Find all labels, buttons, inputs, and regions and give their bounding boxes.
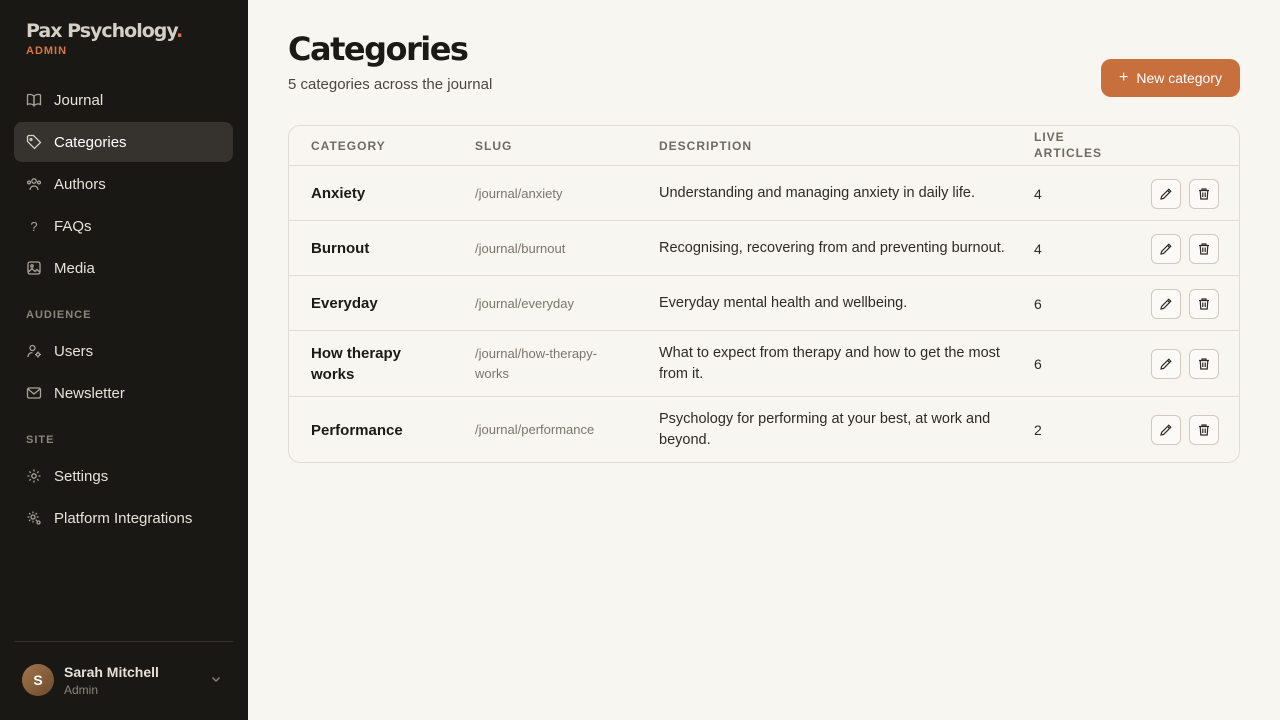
table-header bbox=[289, 126, 1239, 166]
sidebar-item-label: Users bbox=[54, 342, 94, 360]
edit-button[interactable] bbox=[1151, 349, 1181, 379]
sidebar-item-settings[interactable] bbox=[14, 456, 233, 496]
sidebar-item-label: Journal bbox=[54, 91, 104, 109]
sidebar-item-journal[interactable] bbox=[14, 80, 233, 120]
new-category-button[interactable] bbox=[1101, 59, 1240, 97]
category-name: Performance bbox=[311, 421, 403, 439]
page-title: Categories bbox=[288, 30, 468, 68]
sidebar-item-label: FAQs bbox=[54, 217, 92, 235]
category-slug: /journal/performance bbox=[475, 422, 595, 437]
gear-integrations-icon bbox=[26, 510, 42, 526]
pencil-icon bbox=[1159, 357, 1173, 371]
sidebar-item-label: Newsletter bbox=[54, 384, 125, 402]
row-actions bbox=[1151, 221, 1227, 276]
gear-icon bbox=[26, 468, 42, 484]
user-icon bbox=[26, 343, 42, 359]
sidebar-item-authors[interactable] bbox=[14, 164, 233, 204]
pencil-icon bbox=[1159, 242, 1173, 256]
people-icon bbox=[26, 176, 42, 192]
brand-dot: . bbox=[176, 20, 183, 42]
book-icon bbox=[26, 92, 42, 108]
brand-subtitle: ADMIN bbox=[26, 45, 68, 57]
sidebar-item-platform-integrations[interactable] bbox=[14, 498, 233, 538]
sidebar-item-label: Settings bbox=[54, 467, 109, 485]
category-description: What to expect from therapy and how to get the most from it. bbox=[659, 345, 1000, 382]
category-slug: /journal/how-therapy-works bbox=[475, 346, 598, 381]
trash-icon bbox=[1197, 187, 1211, 201]
table-row bbox=[289, 276, 1239, 331]
sidebar-divider bbox=[14, 641, 233, 642]
trash-icon bbox=[1197, 423, 1211, 437]
chevron-down-icon bbox=[209, 672, 223, 686]
category-slug: /journal/anxiety bbox=[475, 185, 563, 201]
category-name: Anxiety bbox=[311, 185, 366, 202]
column-header-slug: SLUG bbox=[475, 139, 513, 153]
avatar: S bbox=[22, 664, 54, 696]
user-menu[interactable] bbox=[14, 652, 233, 708]
page-subtitle: 5 categories across the journal bbox=[288, 76, 493, 93]
user-name: Sarah Mitchell bbox=[64, 663, 159, 680]
table-row bbox=[289, 397, 1239, 463]
edit-button[interactable] bbox=[1151, 179, 1181, 209]
question-icon: ? bbox=[30, 218, 38, 234]
delete-button[interactable] bbox=[1189, 349, 1219, 379]
row-actions bbox=[1151, 166, 1227, 221]
live-articles-count: 4 bbox=[1034, 185, 1042, 202]
sidebar-item-label: Authors bbox=[54, 175, 106, 193]
live-articles-count: 2 bbox=[1034, 422, 1042, 438]
live-articles-count: 6 bbox=[1034, 295, 1042, 312]
table-row bbox=[289, 331, 1239, 397]
sidebar-item-faqs[interactable] bbox=[14, 206, 233, 246]
brand-logo[interactable] bbox=[26, 20, 182, 57]
categories-table bbox=[288, 125, 1240, 463]
category-description: Understanding and managing anxiety in daily life. bbox=[659, 185, 975, 201]
category-description: Psychology for performing at your best, at work and beyond. bbox=[659, 411, 991, 448]
trash-icon bbox=[1197, 242, 1211, 256]
sidebar-item-users[interactable] bbox=[14, 331, 233, 371]
delete-button[interactable] bbox=[1189, 179, 1219, 209]
section-label-audience: AUDIENCE bbox=[26, 309, 92, 321]
sidebar-item-label: Platform Integrations bbox=[54, 509, 193, 527]
trash-icon bbox=[1197, 357, 1211, 371]
edit-button[interactable] bbox=[1151, 289, 1181, 319]
sidebar-item-newsletter[interactable] bbox=[14, 373, 233, 413]
sidebar-item-label: Categories bbox=[54, 133, 127, 151]
row-actions bbox=[1151, 397, 1227, 463]
table-row bbox=[289, 221, 1239, 276]
category-description: Everyday mental health and wellbeing. bbox=[659, 295, 908, 311]
plus-icon: + bbox=[1119, 69, 1129, 86]
new-category-label: New category bbox=[1136, 70, 1222, 86]
column-header-category: CATEGORY bbox=[311, 139, 386, 153]
sidebar bbox=[0, 0, 248, 720]
user-role: Admin bbox=[64, 682, 99, 697]
delete-button[interactable] bbox=[1189, 415, 1219, 445]
trash-icon bbox=[1197, 297, 1211, 311]
row-actions bbox=[1151, 276, 1227, 331]
sidebar-item-label: Media bbox=[54, 259, 95, 277]
column-header-live-articles: LIVE ARTICLES bbox=[1034, 130, 1102, 160]
live-articles-count: 4 bbox=[1034, 240, 1042, 257]
mail-icon bbox=[26, 385, 42, 401]
pencil-icon bbox=[1159, 297, 1173, 311]
pencil-icon bbox=[1159, 187, 1173, 201]
row-actions bbox=[1151, 331, 1227, 397]
table-row bbox=[289, 166, 1239, 221]
category-description: Recognising, recovering from and preventing burnout. bbox=[659, 240, 1005, 256]
category-name: How therapy works bbox=[311, 345, 402, 383]
edit-button[interactable] bbox=[1151, 234, 1181, 264]
delete-button[interactable] bbox=[1189, 234, 1219, 264]
column-header-description: DESCRIPTION bbox=[659, 139, 753, 153]
category-name: Burnout bbox=[311, 240, 370, 257]
sidebar-item-media[interactable] bbox=[14, 248, 233, 288]
image-icon bbox=[26, 260, 42, 276]
edit-button[interactable] bbox=[1151, 415, 1181, 445]
sidebar-item-categories[interactable] bbox=[14, 122, 233, 162]
delete-button[interactable] bbox=[1189, 289, 1219, 319]
category-slug: /journal/burnout bbox=[475, 240, 566, 256]
category-name: Everyday bbox=[311, 295, 378, 312]
brand-name: Pax Psychology bbox=[26, 20, 177, 42]
tag-icon bbox=[26, 134, 42, 150]
section-label-site: SITE bbox=[26, 434, 55, 446]
pencil-icon bbox=[1159, 423, 1173, 437]
live-articles-count: 6 bbox=[1034, 356, 1042, 372]
category-slug: /journal/everyday bbox=[475, 295, 574, 311]
